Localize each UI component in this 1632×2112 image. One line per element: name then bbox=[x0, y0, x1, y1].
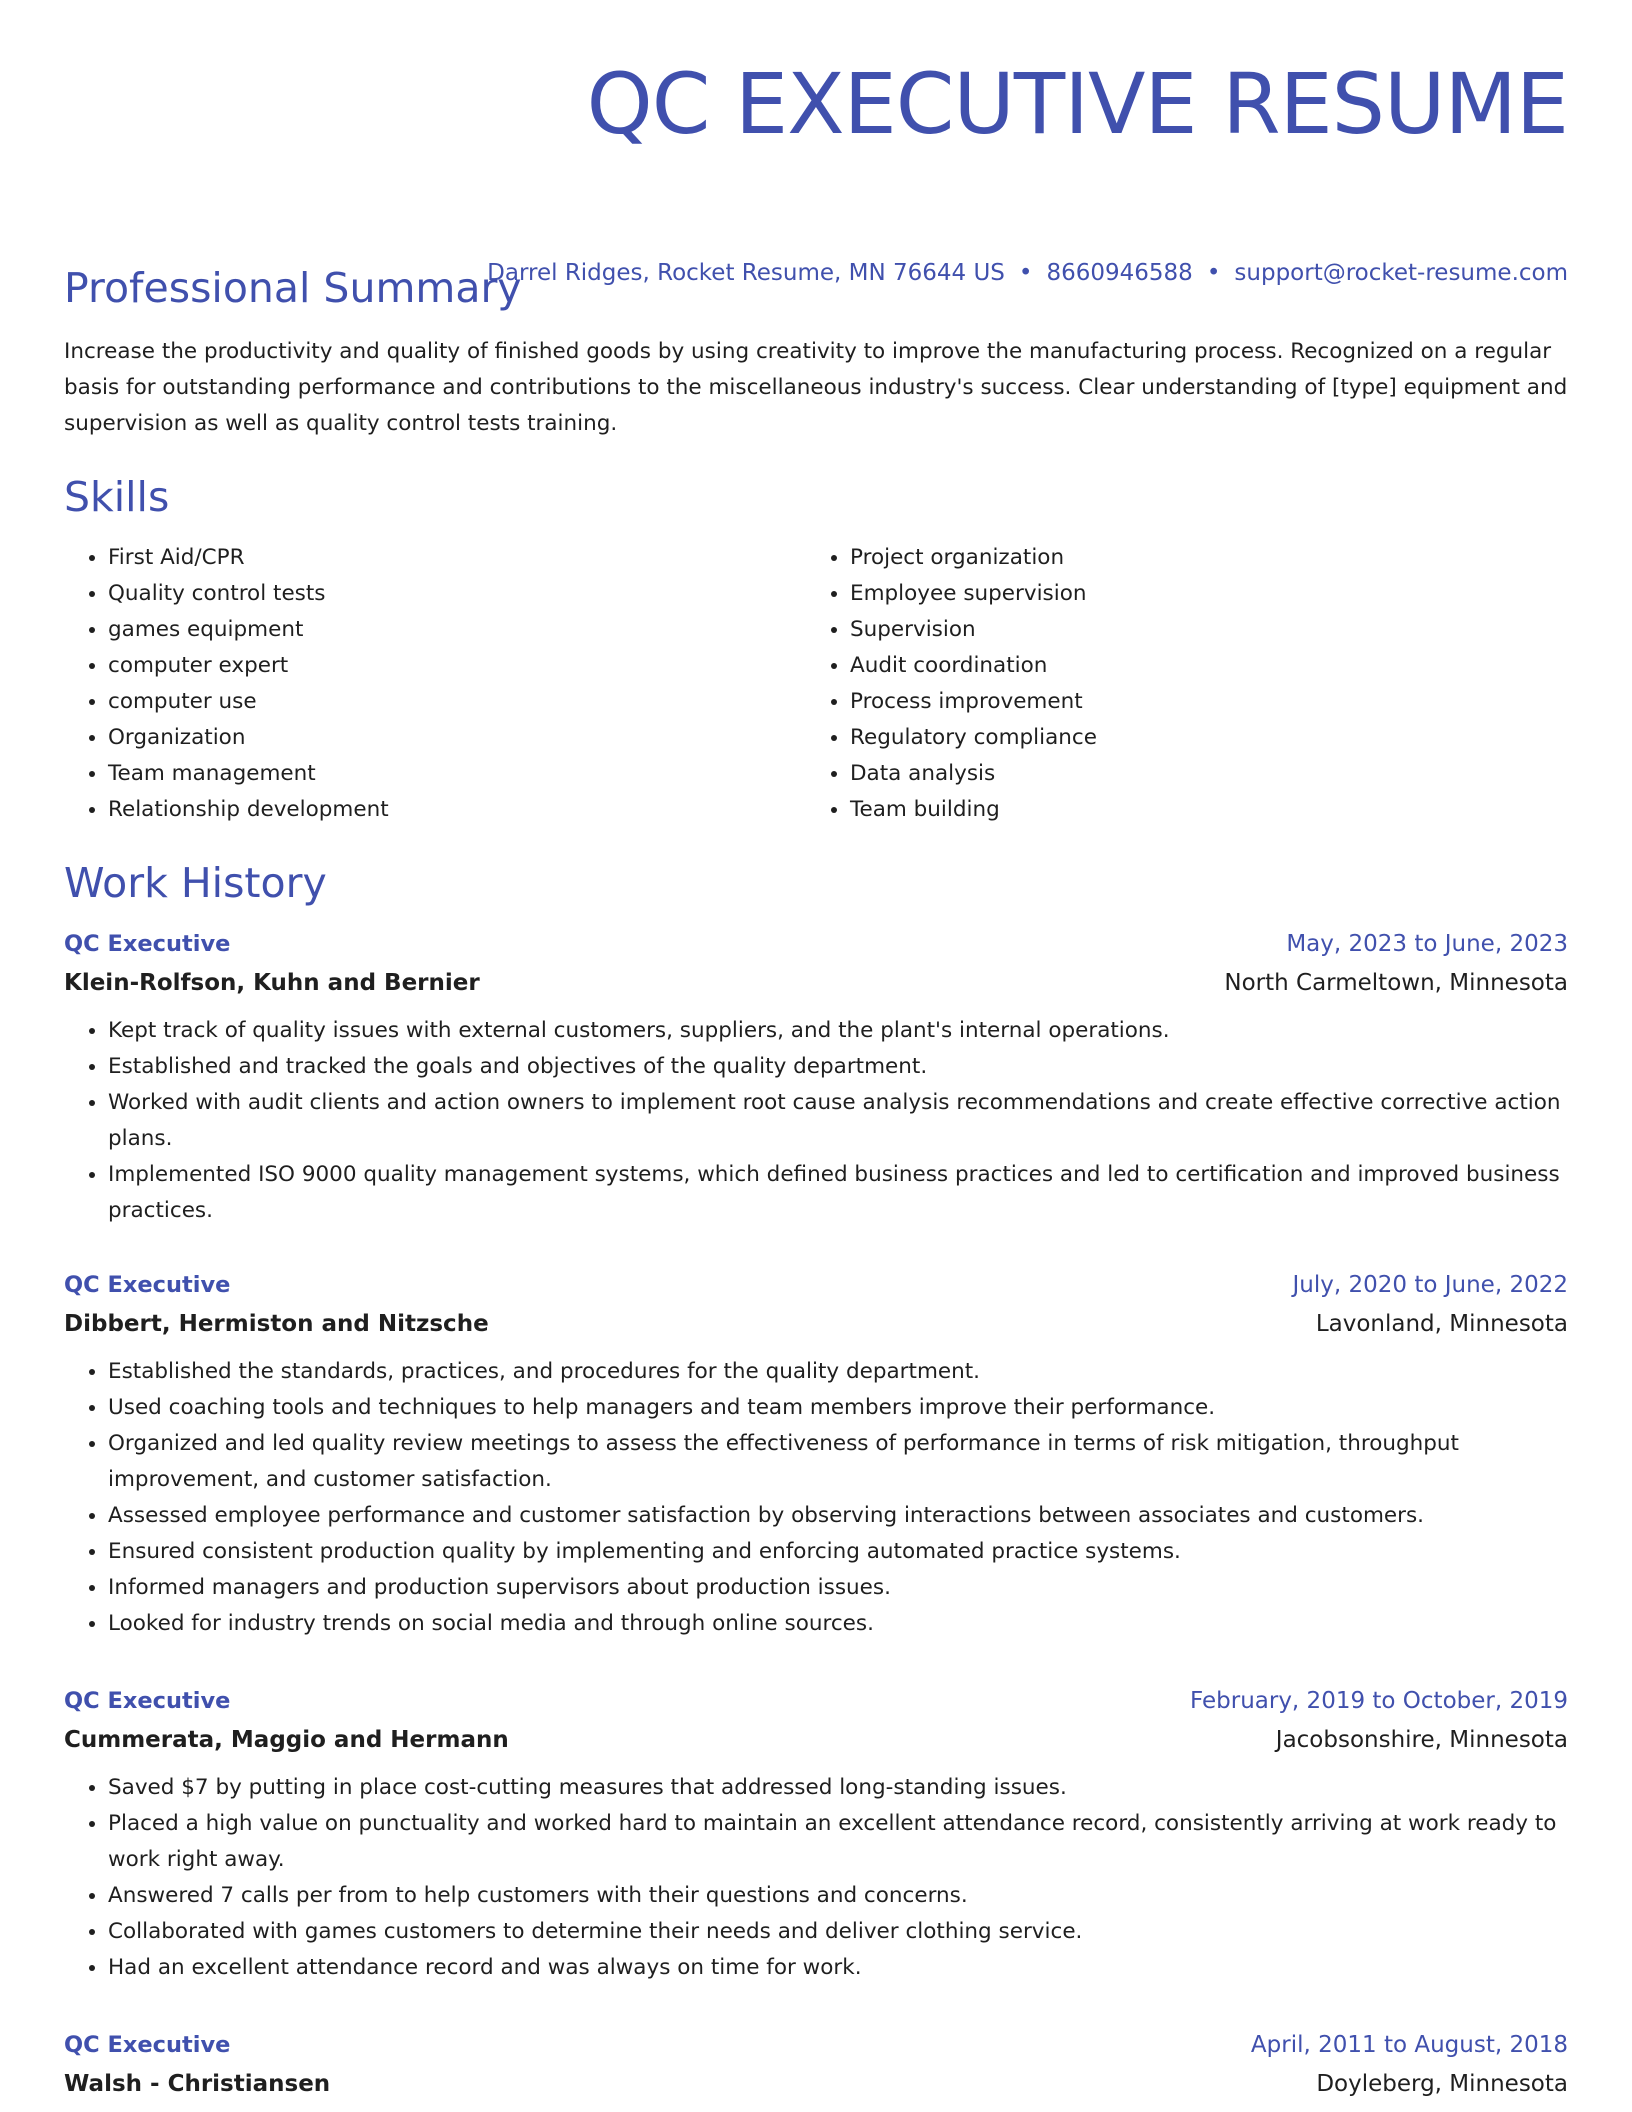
job-entry bbox=[64, 2026, 1568, 2104]
skill-item: • Process improvement bbox=[850, 684, 1544, 720]
skills-list bbox=[64, 540, 1568, 828]
job-bullet: • Answered 7 calls per from to help customers with their questions and concerns. bbox=[108, 1878, 1568, 1914]
job-bullet: • Established and tracked the goals and objectives of the quality department. bbox=[108, 1049, 1568, 1085]
job-bullet: • Worked with audit clients and action owners to implement root cause analysis recommendations and create effective corrective action plans. bbox=[108, 1085, 1568, 1157]
skill-item: • Team management bbox=[108, 756, 804, 792]
skill-item: • Relationship development bbox=[108, 792, 804, 828]
job-dates: May, 2023 to June, 2023 bbox=[1286, 931, 1568, 957]
job-company: Cummerata, Maggio and Hermann bbox=[64, 1727, 509, 1753]
contact-separator: • bbox=[1206, 260, 1221, 286]
job-location: Jacobsonshire, Minnesota bbox=[1275, 1727, 1568, 1753]
skills-heading: Skills bbox=[64, 473, 170, 521]
job-title: QC Executive bbox=[64, 1688, 231, 1714]
job-bullet: • Implemented ISO 9000 quality management systems, which defined business practices and led to certification and improved business practices. bbox=[108, 1157, 1568, 1229]
skill-item: • computer expert bbox=[108, 648, 804, 684]
skill-item: • Quality control tests bbox=[108, 576, 804, 612]
resume-title: QC EXECUTIVE RESUME bbox=[586, 55, 1568, 153]
skill-item: • Project organization bbox=[850, 540, 1544, 576]
job-company: Dibbert, Hermiston and Nitzsche bbox=[64, 1311, 489, 1337]
resume-header bbox=[64, 0, 1568, 152]
job-bullet: • Kept track of quality issues with external customers, suppliers, and the plant's internal operations. bbox=[108, 1013, 1568, 1049]
job-bullet: • Collaborated with games customers to determine their needs and deliver clothing service. bbox=[108, 1914, 1568, 1950]
job-bullet: • Organized and led quality review meetings to assess the effectiveness of performance in terms of risk mitigation, throughput improvement, and customer satisfaction. bbox=[108, 1426, 1568, 1498]
job-location: North Carmeltown, Minnesota bbox=[1224, 970, 1568, 996]
job-company: Walsh - Christiansen bbox=[64, 2071, 331, 2097]
summary-text: Increase the productivity and quality of finished goods by using creativity to improve the manufacturing process. Recognized on a regular basis for outstanding performance and contributions to the miscellaneous industry's success. Clear understanding of [type] equipment and supervision as well as quality control tests training. bbox=[64, 339, 1568, 436]
job-bullet: • Placed a high value on punctuality and worked hard to maintain an excellent attendance record, consistently arriving at work ready to work right away. bbox=[108, 1806, 1568, 1878]
job-bullet: • Ensured consistent production quality by implementing and enforcing automated practice systems. bbox=[108, 1534, 1568, 1570]
skill-item: • games equipment bbox=[108, 612, 804, 648]
job-location: Doyleberg, Minnesota bbox=[1316, 2071, 1568, 2097]
skills-column-right bbox=[804, 540, 1544, 828]
contact-email: support@rocket-resume.com bbox=[1234, 260, 1568, 286]
job-location: Lavonland, Minnesota bbox=[1315, 1311, 1568, 1337]
job-company: Klein-Rolfson, Kuhn and Bernier bbox=[64, 970, 480, 996]
skill-item: • Employee supervision bbox=[850, 576, 1544, 612]
job-bullet: • Assessed employee performance and customer satisfaction by observing interactions between associates and customers. bbox=[108, 1498, 1568, 1534]
job-bullets bbox=[64, 1013, 1568, 1229]
job-bullet: • Established the standards, practices, and procedures for the quality department. bbox=[108, 1354, 1568, 1390]
skill-item: • Organization bbox=[108, 720, 804, 756]
skill-item: • Audit coordination bbox=[850, 648, 1544, 684]
job-dates: July, 2020 to June, 2022 bbox=[1292, 1272, 1568, 1298]
skill-item: • Team building bbox=[850, 792, 1544, 828]
job-bullets bbox=[64, 1770, 1568, 1986]
job-entry bbox=[64, 1266, 1568, 1642]
contact-address: Darrel Ridges, Rocket Resume, MN 76644 US bbox=[487, 260, 1005, 286]
contact-phone: 8660946588 bbox=[1046, 260, 1193, 286]
job-title: QC Executive bbox=[64, 931, 231, 957]
skill-item: • Supervision bbox=[850, 612, 1544, 648]
contact-line bbox=[487, 260, 1568, 286]
job-dates: February, 2019 to October, 2019 bbox=[1190, 1688, 1568, 1714]
job-bullet: • Informed managers and production supervisors about production issues. bbox=[108, 1570, 1568, 1606]
job-bullets bbox=[64, 1354, 1568, 1642]
job-bullet: • Used coaching tools and techniques to help managers and team members improve their performance. bbox=[108, 1390, 1568, 1426]
job-entry bbox=[64, 925, 1568, 1229]
skill-item: • First Aid/CPR bbox=[108, 540, 804, 576]
work-history-heading: Work History bbox=[64, 859, 327, 907]
job-title: QC Executive bbox=[64, 1272, 231, 1298]
skills-column-left bbox=[64, 540, 804, 828]
job-dates: April, 2011 to August, 2018 bbox=[1250, 2032, 1568, 2058]
job-bullet: • Looked for industry trends on social media and through online sources. bbox=[108, 1606, 1568, 1642]
skill-item: • Regulatory compliance bbox=[850, 720, 1544, 756]
skill-item: • computer use bbox=[108, 684, 804, 720]
skill-item: • Data analysis bbox=[850, 756, 1544, 792]
job-bullet: • Saved $7 by putting in place cost-cutting measures that addressed long-standing issues. bbox=[108, 1770, 1568, 1806]
job-title: QC Executive bbox=[64, 2032, 231, 2058]
summary-heading: Professional Summary bbox=[64, 264, 522, 312]
job-bullet: • Had an excellent attendance record and was always on time for work. bbox=[108, 1950, 1568, 1986]
contact-separator: • bbox=[1018, 260, 1033, 286]
job-entry bbox=[64, 1682, 1568, 1986]
